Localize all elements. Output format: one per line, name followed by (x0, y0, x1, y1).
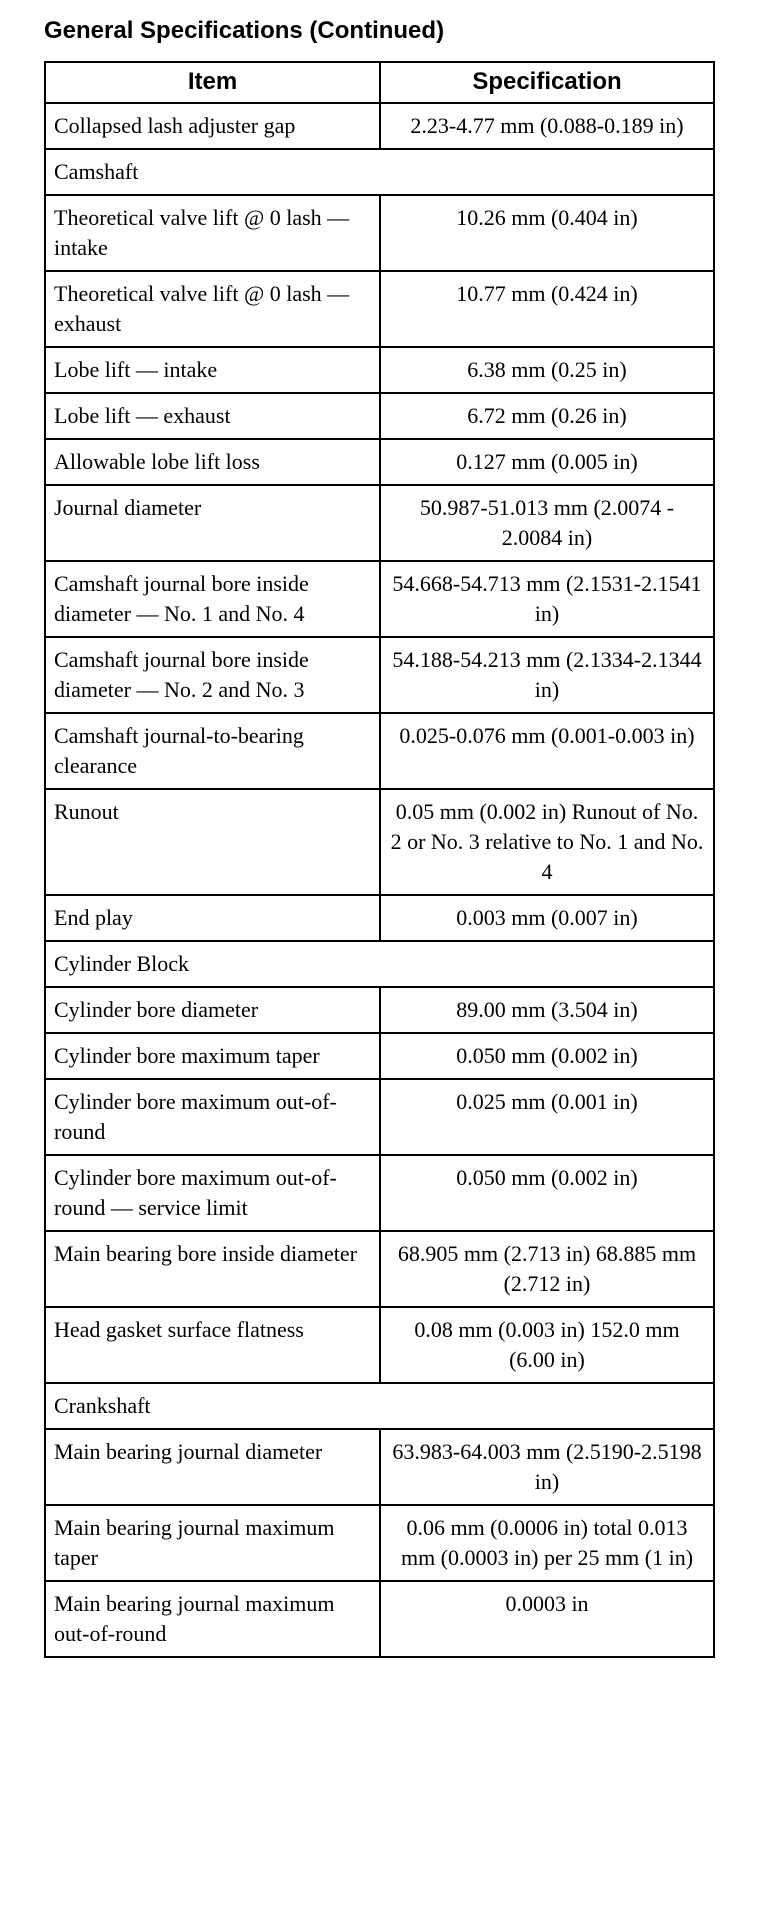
table-row (45, 103, 714, 149)
specification-cell: 10.77 mm (0.424 in) (380, 271, 714, 347)
section-header-label: Cylinder Block (45, 941, 714, 987)
column-header-item: Item (45, 62, 380, 103)
table-row (45, 1231, 714, 1307)
item-cell: Camshaft journal-to-bearing clearance (45, 713, 380, 789)
specification-cell: 54.188-54.213 mm (2.1334-2.1344 in) (380, 637, 714, 713)
specification-cell: 0.08 mm (0.003 in) 152.0 mm (6.00 in) (380, 1307, 714, 1383)
table-header-row (45, 62, 714, 103)
specification-cell: 0.025 mm (0.001 in) (380, 1079, 714, 1155)
specification-cell: 0.0003 in (380, 1581, 714, 1657)
specification-cell: 0.050 mm (0.002 in) (380, 1033, 714, 1079)
table-row (45, 195, 714, 271)
item-cell: Camshaft journal bore inside diameter — No. 2 and No. 3 (45, 637, 380, 713)
table-row (45, 1079, 714, 1155)
item-cell: Theoretical valve lift @ 0 lash — exhaust (45, 271, 380, 347)
item-cell: Camshaft journal bore inside diameter — No. 1 and No. 4 (45, 561, 380, 637)
specification-cell: 10.26 mm (0.404 in) (380, 195, 714, 271)
table-row (45, 439, 714, 485)
specification-cell: 50.987-51.013 mm (2.0074 - 2.0084 in) (380, 485, 714, 561)
item-cell: Main bearing journal diameter (45, 1429, 380, 1505)
table-row (45, 1581, 714, 1657)
item-cell: Main bearing journal maximum out-of-round (45, 1581, 380, 1657)
specification-cell: 0.025-0.076 mm (0.001-0.003 in) (380, 713, 714, 789)
section-header-row (45, 149, 714, 195)
specification-cell: 0.003 mm (0.007 in) (380, 895, 714, 941)
item-cell: Cylinder bore maximum out-of-round — service limit (45, 1155, 380, 1231)
table-row (45, 1307, 714, 1383)
item-cell: Lobe lift — exhaust (45, 393, 380, 439)
item-cell: Collapsed lash adjuster gap (45, 103, 380, 149)
table-row (45, 485, 714, 561)
table-row (45, 1155, 714, 1231)
table-row (45, 1505, 714, 1581)
table-body (45, 103, 714, 1657)
table-row (45, 789, 714, 895)
table-row (45, 271, 714, 347)
specification-cell: 0.05 mm (0.002 in) Runout of No. 2 or No. 3 relative to No. 1 and No. 4 (380, 789, 714, 895)
specification-cell: 0.050 mm (0.002 in) (380, 1155, 714, 1231)
specification-cell: 89.00 mm (3.504 in) (380, 987, 714, 1033)
item-cell: Journal diameter (45, 485, 380, 561)
table-row (45, 1033, 714, 1079)
table-row (45, 987, 714, 1033)
section-header-row (45, 941, 714, 987)
item-cell: Theoretical valve lift @ 0 lash — intake (45, 195, 380, 271)
table-row (45, 637, 714, 713)
item-cell: Cylinder bore diameter (45, 987, 380, 1033)
table-row (45, 347, 714, 393)
table-row (45, 713, 714, 789)
section-header-row (45, 1383, 714, 1429)
table-row (45, 561, 714, 637)
section-header-label: Crankshaft (45, 1383, 714, 1429)
table-row (45, 393, 714, 439)
section-header-label: Camshaft (45, 149, 714, 195)
page-title: General Specifications (Continued) (44, 17, 445, 44)
specification-cell: 6.72 mm (0.26 in) (380, 393, 714, 439)
item-cell: Allowable lobe lift loss (45, 439, 380, 485)
item-cell: Runout (45, 789, 380, 895)
column-header-specification: Specification (380, 62, 714, 103)
specification-cell: 2.23-4.77 mm (0.088-0.189 in) (380, 103, 714, 149)
item-cell: Head gasket surface flatness (45, 1307, 380, 1383)
specification-cell: 54.668-54.713 mm (2.1531-2.1541 in) (380, 561, 714, 637)
specifications-table (44, 61, 715, 1658)
item-cell: End play (45, 895, 380, 941)
item-cell: Main bearing bore inside diameter (45, 1231, 380, 1307)
item-cell: Main bearing journal maximum taper (45, 1505, 380, 1581)
specification-cell: 0.127 mm (0.005 in) (380, 439, 714, 485)
item-cell: Cylinder bore maximum taper (45, 1033, 380, 1079)
specification-cell: 68.905 mm (2.713 in) 68.885 mm (2.712 in) (380, 1231, 714, 1307)
table-row (45, 895, 714, 941)
item-cell: Lobe lift — intake (45, 347, 380, 393)
table-row (45, 1429, 714, 1505)
item-cell: Cylinder bore maximum out-of-round (45, 1079, 380, 1155)
specification-cell: 6.38 mm (0.25 in) (380, 347, 714, 393)
specification-cell: 0.06 mm (0.0006 in) total 0.013 mm (0.0003 in) per 25 mm (1 in) (380, 1505, 714, 1581)
specification-cell: 63.983-64.003 mm (2.5190-2.5198 in) (380, 1429, 714, 1505)
